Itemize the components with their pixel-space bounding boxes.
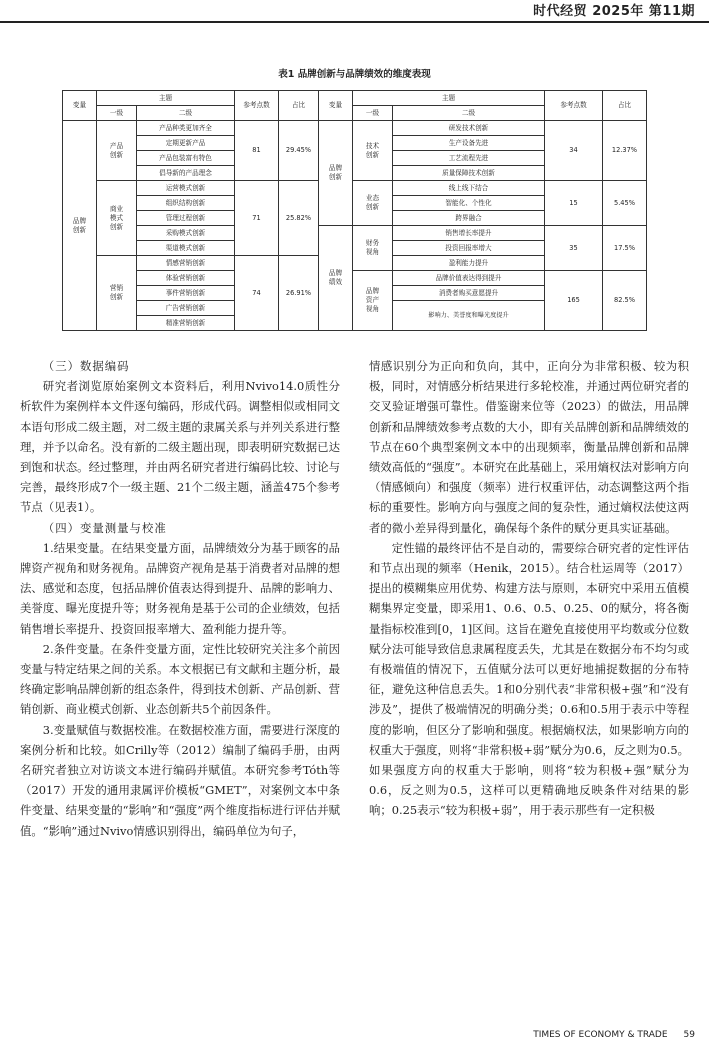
header-percent: 占比 [279, 91, 319, 121]
level2-theme: 组织结构创新 [137, 196, 235, 211]
ref-count: 165 [545, 271, 603, 331]
level1-theme: 营销 创新 [97, 256, 137, 331]
header-ref-count: 参考点数 [235, 91, 279, 121]
header-theme: 主题 [97, 91, 235, 106]
ref-count: 35 [545, 226, 603, 271]
level2-theme: 广告营销创新 [137, 301, 235, 316]
ref-count: 15 [545, 181, 603, 226]
ref-count: 74 [235, 256, 279, 331]
ref-count: 81 [235, 121, 279, 181]
level1-theme: 产品 创新 [97, 121, 137, 181]
section-heading: （三）数据编码 [42, 359, 130, 373]
right-column [369, 356, 689, 821]
header-variable: 变量 [319, 91, 353, 121]
percent: 26.91% [279, 256, 319, 331]
page-number: 59 [683, 1030, 695, 1040]
level2-theme: 盈利能力提升 [393, 256, 545, 271]
paragraph: 定性锚的最终评估不是自动的，需要综合研究者的定性评估和节点出现的频率（Henik，2015）。结合杜运周等（2017）提出的模糊集应用优势、构建方法与原则，本研究中采用五值模糊集界定变量，即采用1、0.6、0.5、0.25、0的赋分，将各衡量指标校准到[0，1]区间。这旨在避免直接使用平均数或分位数赋分法可能导致信息隶属程度丢失，尤其是在数据分布不均匀或有极端值的情况下，五值赋分法可以更好地捕捉数据的分布特征，避免这种信息丢失。1和0分别代表“非常积极+强”和“没有涉及”，提供了极端情况的明确分类；0.6和0.5用于表示中等程度的影响，但区分了影响和强度。根据熵权法，如果影响方向的权重大于强度，则将“非常积极+弱”赋分为0.6，反之则为0.5。如果强度方向的权重大于影响，则将“较为积极+强”赋分为0.6，反之则为0.5，这样可以更精确地反映条件对结果的影响；0.25表示“较为积极+弱”，用于表示那些有一定积极 [369, 540, 689, 818]
header-percent: 占比 [603, 91, 647, 121]
level1-theme: 技术 创新 [353, 121, 393, 181]
table-row [63, 181, 647, 196]
header-ref-count: 参考点数 [545, 91, 603, 121]
paragraph: 2.条件变量。在条件变量方面，定性比较研究关注多个前因变量与特定结果之间的关系。本文根据已有文献和主题分析，最终确定影响品牌创新的组态条件，得到技术创新、产品创新、营销创新、商业模式创新、业态创新共5个前因条件。 [20, 641, 340, 717]
ref-count: 34 [545, 121, 603, 181]
magazine-issue: 时代经贸 2025年 第11期 [533, 4, 695, 19]
level2-theme: 运营模式创新 [137, 181, 235, 196]
dimension-table [62, 90, 647, 331]
journal-name: TIMES OF ECONOMY & TRADE [533, 1030, 668, 1040]
level2-theme: 品牌价值表达得到提升 [393, 271, 545, 286]
level2-theme: 消费者购买意愿提升 [393, 286, 545, 301]
table-row [63, 91, 647, 106]
level2-theme: 产品包装富有特色 [137, 151, 235, 166]
table-row [63, 226, 647, 241]
header-level1: 一级 [97, 106, 137, 121]
left-column [20, 356, 340, 841]
percent: 25.82% [279, 181, 319, 256]
var-brand-innovation: 品牌 创新 [63, 121, 97, 331]
header-level1: 一级 [353, 106, 393, 121]
level2-theme: 情感营销创新 [137, 256, 235, 271]
header-rule [0, 21, 709, 23]
table-caption: 表1 品牌创新与品牌绩效的维度表现 [278, 69, 431, 80]
level2-theme: 产品种类更加齐全 [137, 121, 235, 136]
level2-theme: 跨界融合 [393, 211, 545, 226]
paragraph: 研究者浏览原始案例文本资料后，利用Nvivo14.0质性分析软件为案例样本文件逐句编码，形成代码。调整相似或相同文本语句形成二级主题，对二级主题的隶属关系与并列关系进行整理，并予以命名。没有新的二级主题出现，即表明研究数据已达到饱和状态。经过整理，并由两名研究者进行编码比较、讨论与完善，最终形成7个一级主题、21个二级主题，涵盖475个参考节点（见表1）。 [20, 379, 340, 515]
var-right-innovation: 品牌 创新 [319, 121, 353, 226]
page-header [0, 0, 709, 22]
page-footer [533, 1030, 695, 1040]
var-brand-performance: 品牌 绩效 [319, 226, 353, 331]
level2-theme: 事件营销创新 [137, 286, 235, 301]
level2-theme: 渠道模式创新 [137, 241, 235, 256]
level2-theme: 销售增长率提升 [393, 226, 545, 241]
level1-theme: 商业 模式 创新 [97, 181, 137, 256]
header-theme: 主题 [353, 91, 545, 106]
paragraph: 3.变量赋值与数据校准。在数据校准方面，需要进行深度的案例分析和比较。如Crilly等（2012）编制了编码手册，由两名研究者独立对访谈文本进行编码并赋值。本研究参考Tóth等（2017）开发的通用隶属评价模板“GMET”，对案例文本中条件变量、结果变量的“影响”和“强度”两个维度指标进行评估并赋值。“影响”通过Nvivo情感识别得出，编码单位为句子， [20, 722, 340, 838]
percent: 82.5% [603, 271, 647, 331]
level2-theme: 生产设备先进 [393, 136, 545, 151]
paragraph: 1.结果变量。在结果变量方面，品牌绩效分为基于顾客的品牌资产视角和财务视角。品牌资产视角是基于消费者对品牌的想法、感觉和态度，包括品牌价值表达得到提升、品牌的影响力、美誉度、曝光度提升等；财务视角是基于公司的企业绩效，包括销售增长率提升、投资回报率增大、盈利能力提升等。 [20, 540, 340, 636]
level2-theme: 线上线下结合 [393, 181, 545, 196]
paragraph: 情感识别分为正向和负向，其中，正向分为非常积极、较为积极，同时，对情感分析结果进行多轮校准，并通过两位研究者的交叉验证增强可靠性。借鉴谢来位等（2023）的做法，用品牌创新和品牌绩效参考点数的大小，即有关品牌创新和品牌绩效的节点在60个典型案例文本中的出现频率，衡量品牌创新和品牌绩效高低的“强度”。本研究在此基础上，采用熵权法对影响方向（情感倾向）和强度（频率）进行权重评估，动态调整这两个指标的重要性。影响方向与强度之间的复杂性，通过熵权法使这两者的微小差异得到量化，确保每个条件的赋分更具实证基础。 [369, 359, 689, 535]
percent: 5.45% [603, 181, 647, 226]
level1-theme: 财务 视角 [353, 226, 393, 271]
level2-theme: 智能化、个性化 [393, 196, 545, 211]
level2-theme: 采购模式创新 [137, 226, 235, 241]
level2-theme: 投资回报率增大 [393, 241, 545, 256]
percent: 29.45% [279, 121, 319, 181]
level2-theme: 影响力、美誉度和曝光度提升 [393, 301, 545, 331]
level2-theme: 体验营销创新 [137, 271, 235, 286]
level2-theme: 精准营销创新 [137, 316, 235, 331]
header-level2: 二级 [393, 106, 545, 121]
table-row [63, 121, 647, 136]
header-level2: 二级 [137, 106, 235, 121]
level1-theme: 业态 创新 [353, 181, 393, 226]
percent: 17.5% [603, 226, 647, 271]
level1-theme: 品牌 资产 视角 [353, 271, 393, 331]
level2-theme: 研发技术创新 [393, 121, 545, 136]
percent: 12.37% [603, 121, 647, 181]
section-heading: （四）变量测量与校准 [42, 520, 167, 535]
level2-theme: 定期更新产品 [137, 136, 235, 151]
table-row [63, 271, 647, 286]
level2-theme: 管理过程创新 [137, 211, 235, 226]
header-variable: 变量 [63, 91, 97, 121]
level2-theme: 质量保障技术创新 [393, 166, 545, 181]
level2-theme: 工艺流程先进 [393, 151, 545, 166]
ref-count: 71 [235, 181, 279, 256]
level2-theme: 倡导新的产品理念 [137, 166, 235, 181]
